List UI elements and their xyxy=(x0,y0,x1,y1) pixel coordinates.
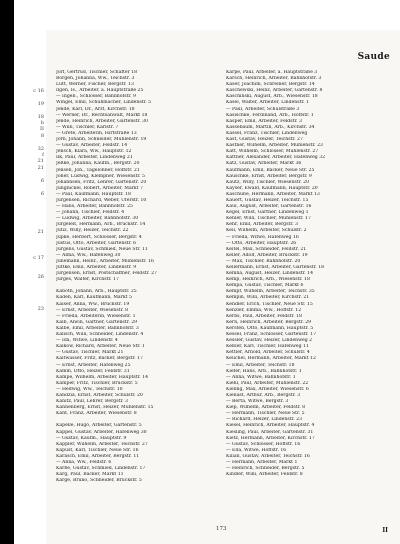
directory-entry: Kaboth, Johann, Arb., Hauptstr. 25 xyxy=(56,289,137,295)
directory-entry: Kiehl, Paul, Arbeiter, Mühlenstr. 22 xyxy=(226,380,309,386)
left-margin-bleed xyxy=(14,88,44,318)
right-column xyxy=(226,70,376,526)
directory-entry: Kessler, Gustav, Heizer, Lindenweg 2 xyxy=(226,338,313,344)
directory-entry: Kapust, Karl, Tischler, Neue Str. 16 xyxy=(56,447,139,453)
directory-entry: Lütt, Werner, Fischer, Bergstr. 13 xyxy=(56,82,134,88)
directory-entry: Kaufmann, Emil, Bäcker, Neue Str. 25 xyxy=(226,167,315,173)
directory-entry: Kieling, Max, Arbeiter, Wiesenstr. 6 xyxy=(226,386,309,392)
bleed-text: b xyxy=(40,120,44,127)
scan-edge-strip xyxy=(0,0,14,544)
directory-entry: Karg, Paul, Bäcker, Markt 11 xyxy=(56,472,124,478)
bleed-text: 6 xyxy=(40,177,44,184)
directory-entry: — Frieda, Arbeiterin, Wiesenstr. 1 xyxy=(56,313,136,319)
directory-entry: Kaschinski, August, Arb., Wiesenstr. 18 xyxy=(226,94,318,100)
directory-entry: — Ida, Witwe, Lindenstr. 4 xyxy=(56,338,118,344)
directory-entry: Kaschewski, Heinz, Arbeiter, Gartenstr. 8 xyxy=(226,88,323,94)
bleed-text: 8 xyxy=(40,132,44,139)
directory-entry: Kauschke, Ernst, Arbeiter, Bergstr. 9 xyxy=(226,173,312,179)
directory-entry: Kietz, Hermann, Arbeiter, Kirchstr. 17 xyxy=(226,435,315,441)
directory-entry: Johannsen, Fritz, Lehrer, Gartenstr. 20 xyxy=(56,179,147,185)
directory-entry: Kern, Heinrich, Arbeiter, Bergstr. 29 xyxy=(226,319,312,325)
directory-entry: Karge, Bruno, Schneider, Brückstr. 5 xyxy=(56,478,142,484)
directory-entry: Kant, Franz, Arbeiter, Wiesenstr. 8 xyxy=(56,411,137,417)
directory-entry: Jorf, Gertrud, Tischler, Schäfter 18 xyxy=(56,70,138,75)
directory-entry: Karasch, Emil, Arbeiter, Bergstr. 11 xyxy=(56,453,140,459)
directory-entry: Borgen, Johanna, Ww., Teichstr. 3 xyxy=(56,76,135,82)
directory-entry: Kassel, Franz, Tischler, Lindenweg xyxy=(226,130,308,136)
directory-entry: Jürgensen, Ernst, Postschaffner, Feldstr. 27 xyxy=(56,271,157,277)
directory-entry: — Hermann, Arbeiter, Markt 1 xyxy=(226,460,298,465)
left-column xyxy=(56,70,206,526)
directory-entry: Kerbs, Paul, Arbeiter, Feldstr. 18 xyxy=(226,313,302,319)
directory-entry: — Ludwig, Arbeiter, Bahnhofstr. 30 xyxy=(56,216,139,222)
bleed-text: c 17 xyxy=(33,254,44,261)
directory-entry: Kamper, Fritz, Tischler, Brückstr. 5 xyxy=(56,380,138,386)
directory-entry: Ilk, Paul, Arbeiter, Lindenweg 21 xyxy=(56,155,133,161)
bleed-text: II xyxy=(40,126,44,133)
bleed-text: 19 xyxy=(37,100,44,107)
directory-entry: Kasper, Emil, Arbeiter, Feldstr. 3 xyxy=(226,118,302,124)
directory-entry: — Johann, Tischler, Feldstr. 4 xyxy=(56,210,125,216)
directory-entry: Justus, Otto, Arbeiter, Gartenstr. 6 xyxy=(56,240,137,246)
directory-entry: — Ernst, Arbeiter, Wiesenstr. 8 xyxy=(56,307,129,313)
page-number: 173 xyxy=(216,526,227,532)
directory-entry: Jungnickel, Robert, Arbeiter, Markt 7 xyxy=(56,185,143,191)
directory-entry: Keitel, Max, Schneider, Feldstr. 21 xyxy=(226,246,307,252)
directory-entry: Jürges, Walter, Kirchstr. 17 xyxy=(56,277,119,283)
directory-entry: Kannenberg, Ernst, Heizer, Mühlenstr. 15 xyxy=(56,405,154,411)
directory-entry: Kienast, Arthur, Arb., Bergstr. 3 xyxy=(226,392,301,398)
directory-entry: Karsch, Heinrich, Arbeiter, Bahnhofstr. 3 xyxy=(226,76,322,82)
directory-entry: Katz, Gustav, Arbeiter, Markt 36 xyxy=(226,161,302,167)
directory-entry: — Richard, Heizer, Lindenstr. 23 xyxy=(226,417,303,423)
bleed-text: 32 xyxy=(37,145,44,152)
bleed-text: c 16 xyxy=(33,88,44,94)
bleed-text: 21 xyxy=(37,158,44,165)
directory-entry: — Berta, Witwe, Bergstr. 3 xyxy=(226,399,289,405)
directory-entry: Jende, Karl, Dr., Arzt, Kirchstr. 18 xyxy=(56,106,135,112)
directory-entry: Kindler, Willi, Arbeiter, Feldstr. 8 xyxy=(226,472,303,478)
directory-entry: — Willi, Tischler, Karlstr. 7 xyxy=(56,124,119,130)
directory-entry: Kendler, Erich, Tischler, Neue Str. 15 xyxy=(226,301,313,307)
directory-entry: Kandzia, Ernst, Arbeiter, Schulstr. 20 xyxy=(56,392,143,398)
directory-entry: Kiesel, Heinrich, Arbeiter, Hauptstr. 4 xyxy=(226,423,315,429)
directory-entry: Jürgens, Gustav, Schmied, Neue Str. 11 xyxy=(56,246,148,252)
directory-entry: Kast, Gustav, Heizer, Teichstr. 27 xyxy=(226,137,303,143)
corner-marker: II xyxy=(382,527,388,534)
directory-entry: — Ella, Witwe, Hoffstr. 16 xyxy=(226,447,287,453)
directory-entry: Kiesling, Paul, Arbeiter, Gartenstr. 31 xyxy=(226,429,314,435)
directory-entry: Jutiz, Willy, Heizer, Teichstr. 22 xyxy=(56,228,129,234)
directory-entry: Kegel, Ernst, Gärtner, Lindenweg 1 xyxy=(226,210,309,216)
directory-entry: Kattner, Alexander, Arbeiter, Hafenweg 32 xyxy=(226,155,326,161)
directory-entry: Jüttke, Emil, Arbeiter, Lindenstr. 9 xyxy=(56,265,137,270)
directory-entry: Kasischke, Ferdinand, Arb., Hoffstr. 1 xyxy=(226,112,314,118)
directory-entry: Kempa, Gustav, Tischler, Markt 6 xyxy=(226,283,304,289)
directory-entry: Kempin, Willi, Arbeiter, Kirchstr. 21 xyxy=(226,295,310,301)
directory-entry: Keller, Adolf, Arbeiter, Brückstr. 19 xyxy=(226,252,308,258)
bleed-text: 21 xyxy=(37,228,44,235)
directory-entry: — Grete, Arbeiterin, Hirtstraße 13 xyxy=(56,130,137,136)
directory-entry: Karpe, Paul, Arbeiter, a. Hauptstraße 3 xyxy=(226,70,318,75)
directory-entry: Kaiser, Anna, Ww., Brückstr. 19 xyxy=(56,301,130,307)
directory-entry: — Ernst, Arbeiter, Hafenweg 25 xyxy=(56,362,131,368)
directory-entry: Kalisch, Willi, Schneider, Lindenstr. 4 xyxy=(56,332,144,338)
bleed-text: 18 xyxy=(37,113,44,120)
directory-entry: Keil, Wilhelm, Arbeiter, Schulstr. 2 xyxy=(226,228,307,234)
directory-entry: — Gustav, Arbeiter, Feldstr. 14 xyxy=(56,143,128,149)
bleed-text: 21 xyxy=(37,164,44,171)
directory-entry: Jupke, Herbert, Schlosser, Bergstr. 4 xyxy=(56,234,142,240)
directory-entry: — Paul, Arbeiter, Schulstraße 3 xyxy=(226,106,300,112)
bleed-text: 23 xyxy=(37,305,44,312)
directory-entry: Kenzler, Emma, Ww., Hoffstr. 12 xyxy=(226,307,302,313)
directory-entry: Jeßke, Johanna, Kaufm., Bergstr. 20 xyxy=(56,161,140,167)
directory-entry: — Gustav, Tischler, Markt 21 xyxy=(56,350,124,356)
directory-entry: Kalb, Alwin, Gärtner, Gartenstr. 29 xyxy=(56,319,138,325)
directory-entry: — Werner, Dr., Rechtsanwalt, Markt 18 xyxy=(56,112,148,118)
directory-entry: Keuchel, Hermann, Arbeiter, Markt 12 xyxy=(226,356,316,362)
directory-entry: Kastner, Wilhelm, Arbeiter, Mühlenstr. 23 xyxy=(226,143,323,149)
directory-entry: Katt, Wilhelm, Schlosser, Mühlenstr. 27 xyxy=(226,149,319,155)
directory-entry: — Anna, Witwe, Bahnhofstr. 1 xyxy=(226,374,296,380)
directory-entry: Kayser, Ewald, Kaufmann, Hauptstr. 20 xyxy=(226,185,318,191)
directory-entry: Kasel, Walter, Arbeiter, Lindenstr. 1 xyxy=(226,100,309,106)
directory-entry: Keßler, Karl, Tischler, Hafenweg 11 xyxy=(226,344,309,350)
directory-entry: Kempf, Wilhelm, Arbeiter, Teichstr. 35 xyxy=(226,289,315,295)
directory-entry: Kessel, Franz, Schlosser, Gartenstr. 17 xyxy=(226,332,317,338)
directory-entry: — Ingeb., Schlosser, Bahnhofstr. 9 xyxy=(56,94,136,100)
directory-entry: Karbe, Gustav, Schmied, Lindenstr. 17 xyxy=(56,466,146,472)
directory-entry: — Alma, Ww., Hafenweg 30 xyxy=(56,252,121,258)
directory-entry: — Max, Tischler, Bahnhofstr. 20 xyxy=(226,258,301,264)
directory-entry: Kellermann, Ernst, Arbeiter, Gartenstr. 18 xyxy=(226,265,325,270)
directory-entry: Kehr, Emil, Arbeiter, Bergstr. 3 xyxy=(226,222,298,228)
directory-entry: Jürgensen, Richard, Weber, Uferstr. 10 xyxy=(56,197,147,203)
directory-entry: Kaltwasser, Fritz, Bäcker, Bergstr. 17 xyxy=(56,356,143,362)
directory-entry: Kappler, Wilhelm, Arbeiter, Teichstr. 27 xyxy=(56,441,148,447)
directory-entry: — Hans, Arbeiter, Bahnhofstr. 25 xyxy=(56,204,133,210)
directory-entry: Jensen, Joh., Tagelöhner, Hoffstr. 21 xyxy=(56,167,140,173)
directory-entry: Jörn, Johann, Schneider, Mühlenstr. 19 xyxy=(56,137,147,143)
directory-entry: Jende, Heinrich, Arbeiter, Gartenstr. 30 xyxy=(56,118,148,124)
directory-entry: Kemna, August, Heizer, Lindenstr. 14 xyxy=(226,271,313,277)
directory-entry: Ilgen, H., Arbeiter, a. Hauptstraße 25 xyxy=(56,88,144,94)
directory-entry: Kaser, Joachim, Schreiner, Bergstr. 14 xyxy=(226,82,315,88)
bleed-text: 6 xyxy=(40,190,44,197)
directory-entry: Kaden, Karl, Kaufmann, Markt 5 xyxy=(56,295,132,301)
directory-entry: Kettler, Arnold, Arbeiter, Schulstr. 4 xyxy=(226,350,310,356)
directory-entry: Kemp, Heinrich, Arb., Wiesenstr. 18 xyxy=(226,277,310,283)
page-header: Saude xyxy=(357,52,390,62)
directory-entry: Kauert, Gustav, Heizer, Teichstr. 15 xyxy=(226,197,309,203)
directory-entry: — Emil, Arbeiter, Teichstr. 18 xyxy=(226,362,295,368)
directory-entry: — Hedwig, Ww., Teichstr. 10 xyxy=(56,386,123,392)
directory-entry: Kapelle, Hugo, Arbeiter, Gartenstr. 5 xyxy=(56,423,142,429)
directory-entry: Kiep, Wilhelm, Arbeiter, Feldstr. 8 xyxy=(226,405,306,411)
directory-entry: — Hermann, Tischler, Neue Str. 5 xyxy=(226,411,305,417)
directory-entry: Kamm, Otto, Heizer, Feldstr. 31 xyxy=(56,368,130,374)
directory-entry: Kampe, Wilhelm, Arbeiter, Hauptstr. 14 xyxy=(56,374,149,380)
directory-entry: Kalkow, Richard, Arbeiter, Neue Str. 1 xyxy=(56,344,145,350)
directory-entry: — Gustav, Kaufm., Hauptstr. 9 xyxy=(56,435,127,441)
directory-entry: Kehler, Willi, Tischler, Mühlenstr. 17 xyxy=(226,216,311,222)
directory-entry: Kanitz, Paul, Lehrer, Bergstr. 3 xyxy=(56,399,128,405)
directory-entry: Kassebaum, Martin, Arb., Kirchstr. 34 xyxy=(226,124,315,130)
directory-entry: Kautz, Willy, Tischler, Wiesenstr. 20 xyxy=(226,179,310,185)
directory-entry: — Gustav, Schlosser, Hoffstr. 16 xyxy=(226,441,301,447)
directory-entry: — Heinrich, Schneider, Bergstr. 5 xyxy=(226,466,305,472)
directory-entry: Kilian, Gustav, Arbeiter, Teichstr. 16 xyxy=(226,453,310,459)
directory-entry: Jürgeleit, Hermann, Arb., Brückstr. 14 xyxy=(56,222,146,228)
directory-entry: — Otto, Arbeiter, Hauptstr. 26 xyxy=(226,240,297,246)
bleed-text: 26 xyxy=(37,273,44,280)
directory-entry: — Frieda, Witwe, Hafenweg 16 xyxy=(226,234,299,240)
directory-entry: Wingel, Emil, Schuhmacher, Lindenstr. 5 xyxy=(56,100,152,106)
directory-entry: Kaul, August, Arbeiter, Gartenstr. 16 xyxy=(226,204,312,210)
directory-entry: Kiefer, Hans, Arb., Bahnhofstr. 1 xyxy=(226,368,302,374)
directory-entry: Kalbe, Emil, Arbeiter, Bahnhofstr. 3 xyxy=(56,325,139,331)
directory-entry: Kaschube, Hermann, Arbeiter, Markt 13 xyxy=(226,191,320,197)
directory-entry: Kersten, Otto, Kaufmann, Hauptstr. 5 xyxy=(226,325,314,331)
directory-entry: Jünemann, Heinr., Arbeiter, Mühlenstr. 16 xyxy=(56,258,154,264)
bleed-text: f xyxy=(42,152,44,159)
directory-entry: Kappel, Gustav, Arbeiter, Hafenweg 30 xyxy=(56,429,147,435)
directory-page xyxy=(46,30,400,544)
directory-entry: — Paul, Kaufmann, Hauptstr. 18 xyxy=(56,191,131,197)
directory-entry: Joher, Ludwig, Klempner, Wiesenstr. 5 xyxy=(56,173,145,179)
directory-entry: Jensch, Klara, Ww., Hauptstr. 12 xyxy=(56,149,132,155)
directory-entry: — Anna, Ww., Feldstr. 6 xyxy=(56,460,112,465)
